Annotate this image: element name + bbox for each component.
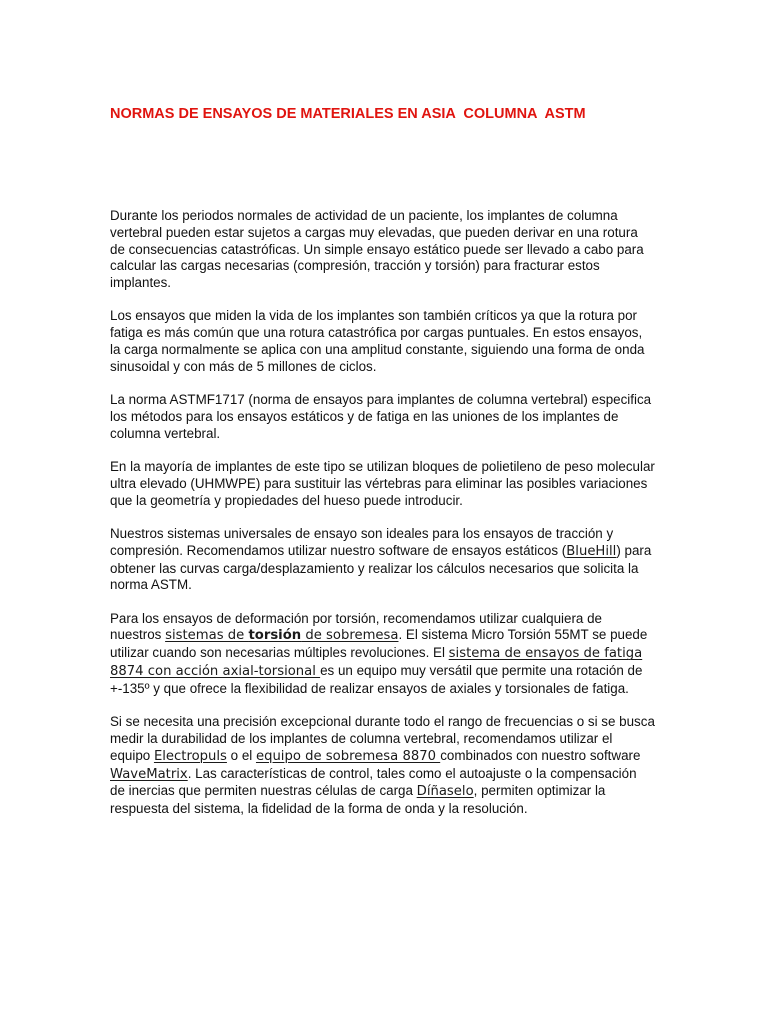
paragraph-6-text-a: Para los ensayos de deformación por torsión, recomendamos utilizar cualquiera de nuestros — [110, 610, 602, 643]
dinaselo-link[interactable]: Díñaselo — [416, 784, 474, 800]
paragraph-5-text-a: Nuestros sistemas universales de ensayo son ideales para los ensayos de tracción y compresión. Recomendamos utilizar nuestro software de ensayos estáticos ( — [110, 525, 614, 558]
wavematrix-link[interactable]: WaveMatrix — [110, 766, 188, 782]
paragraph-7-text-d: . Las características de control, tales como el autoajuste o la compensación de inercias que permiten nuestras células de carga — [110, 765, 637, 799]
paragraph-2: Los ensayos que miden la vida de los implantes son también críticos ya que la rotura por fatiga es más común que una rotura catastrófica por cargas puntuales. En estos ensayos, la carga normalmente se aplica con una amplitud constante, siguiendo una forma de onda sinusoidal y con más de 5 millones de ciclos. — [110, 308, 645, 374]
document-title: NORMAS DE ENSAYOS DE MATERIALES EN ASIA COLUMNA ASTM — [110, 106, 586, 122]
electropuls-link[interactable]: Electropuls — [153, 748, 227, 764]
torsion-systems-link-part-c: de sobremesa — [301, 628, 399, 644]
fatigue-system-8874-link[interactable]: sistema de ensayos de fatiga 8874 con acción axial-torsional — [110, 646, 643, 680]
paragraph-7-text-e: , permiten optimizar la respuesta del sistema, la fidelidad de la forma de onda y la resolución. — [110, 783, 606, 817]
paragraph-7-text-c: combinados con nuestro software — [440, 747, 641, 763]
paragraph-4: En la mayoría de implantes de este tipo se utilizan bloques de polietileno de peso molecular ultra elevado (UHMWPE) para sustituir las vértebras para eliminar las posibles variaciones que la geometría y propiedades del hueso puede introducir. — [110, 459, 655, 508]
benchtop-8870-link[interactable]: equipo de sobremesa 8870 — [255, 748, 441, 764]
paragraph-6 — [110, 611, 655, 698]
paragraph-7 — [110, 714, 655, 818]
document-body — [110, 208, 655, 834]
torsion-systems-link[interactable] — [165, 628, 398, 643]
paragraph-7-text-b: o el — [226, 747, 256, 763]
paragraph-5 — [110, 526, 655, 594]
paragraph-3: La norma ASTMF1717 (norma de ensayos para implantes de columna vertebral) especifica los métodos para los ensayos estáticos y de fatiga en las uniones de los implantes de columna vertebral. — [110, 392, 652, 441]
bluehill-link[interactable]: BlueHill — [566, 543, 617, 559]
paragraph-5-text-b: ) para obtener las curvas carga/desplazamiento y realizar los cálculos necesarios que solicita la norma ASTM. — [110, 542, 652, 593]
paragraph-6-text-c: es un equipo muy versátil que permite una rotación de +-135º y que ofrece la flexibilidad de realizar ensayos de axiales y torsionales de fatiga. — [110, 663, 643, 696]
torsion-systems-link-part-b: torsión — [248, 628, 302, 644]
paragraph-6-text-b: . El sistema Micro Torsión 55MT se puede utilizar cuando son necesarias múltiples revoluciones. El — [110, 627, 648, 661]
paragraph-1: Durante los periodos normales de actividad de un paciente, los implantes de columna vertebral pueden estar sujetos a cargas muy elevadas, que pueden derivar en una rotura de consecuencias catastróficas. Un simple ensayo estático puede ser llevado a cabo para calcular las cargas necesarias (compresión, tracción y torsión) para fracturar estos implantes. — [110, 208, 644, 291]
paragraph-7-text-a: Si se necesita una precisión excepcional durante todo el rango de frecuencias o si se busca medir la durabilidad de los implantes de columna vertebral, recomendamos utilizar el equipo — [110, 714, 655, 763]
torsion-systems-link-part-a: sistemas de — [165, 628, 249, 644]
